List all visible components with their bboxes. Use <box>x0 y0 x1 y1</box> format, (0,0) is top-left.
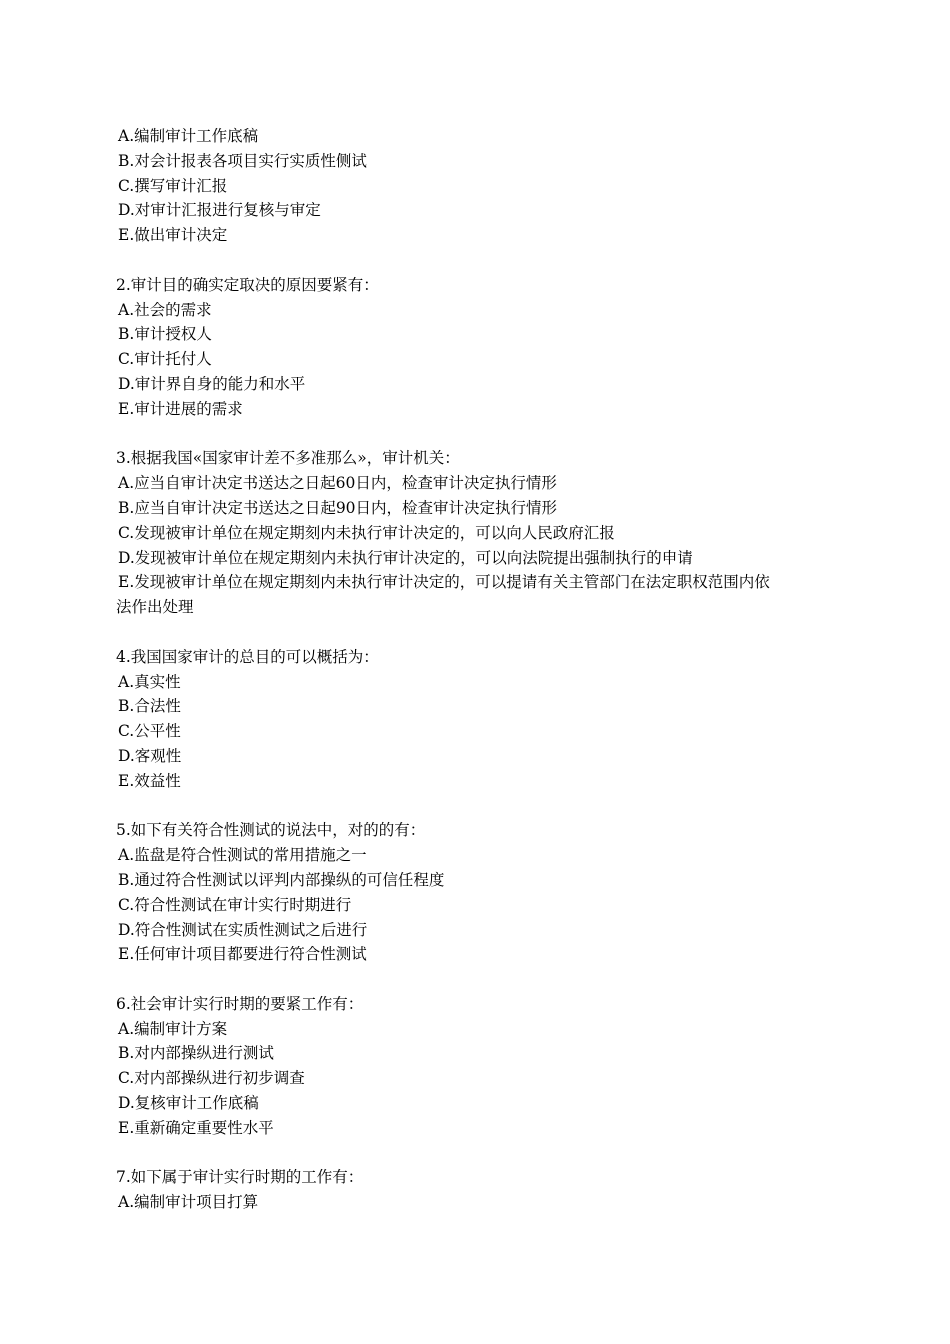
option-e: E.审计进展的需求 <box>118 399 243 418</box>
option-e: E.效益性 <box>118 771 181 790</box>
option-b: B.合法性 <box>118 697 181 716</box>
option-d: D.符合性测试在实质性测试之后进行 <box>118 920 368 939</box>
question-block-2 <box>116 273 836 422</box>
question-text: 2.审计目的确实定取决的原因要紧有： <box>116 275 379 294</box>
option-a: A.真实性 <box>118 672 181 691</box>
option-b: B.应当自审计决定书送达之日起90日内，检查审计决定执行情形 <box>118 498 558 517</box>
option-e: E.重新确定重要性水平 <box>118 1118 274 1137</box>
document-page <box>116 124 836 1240</box>
option-d: D.复核审计工作底稿 <box>118 1094 259 1113</box>
question-text: 4.我国国家审计的总目的可以概括为： <box>116 647 379 666</box>
option-d: D.对审计汇报进行复核与审定 <box>118 201 321 220</box>
option-a: A.应当自审计决定书送达之日起60日内，检查审计决定执行情形 <box>118 474 557 493</box>
option-c: C.对内部操纵进行初步调查 <box>118 1069 305 1088</box>
option-e: E.做出审计决定 <box>118 226 228 245</box>
option-c: C.符合性测试在审计实行时期进行 <box>118 895 352 914</box>
option-c: C.撰写审计汇报 <box>118 176 228 195</box>
option-b: B.通过符合性测试以评判内部操纵的可信任程度 <box>118 870 445 889</box>
question-text: 7.如下属于审计实行时期的工作有： <box>116 1168 364 1187</box>
question-text: 6.社会审计实行时期的要紧工作有： <box>116 994 364 1013</box>
question-text: 5.如下有关符合性测试的说法中，对的的有： <box>116 821 426 840</box>
question-text: 3.根据我国«国家审计差不多准那么»，审计机关： <box>116 449 460 468</box>
option-b: B.审计授权人 <box>118 325 212 344</box>
option-a: A.监盘是符合性测试的常用措施之一 <box>118 846 367 865</box>
option-e: E.发现被审计单位在规定期刻内未执行审计决定的，可以提请有关主管部门在法定职权范围内依 <box>118 573 770 592</box>
question-block-5 <box>116 818 836 967</box>
question-block-6 <box>116 992 836 1141</box>
option-e: E.任何审计项目都要进行符合性测试 <box>118 945 367 964</box>
option-e-continuation: 法作出处理 <box>116 598 194 617</box>
option-d: D.审计界自身的能力和水平 <box>118 374 306 393</box>
question-block-4 <box>116 645 836 794</box>
question-block-3 <box>116 446 836 620</box>
option-d: D.发现被审计单位在规定期刻内未执行审计决定的，可以向法院提出强制执行的申请 <box>118 548 693 567</box>
option-b: B.对会计报表各项目实行实质性侧试 <box>118 151 367 170</box>
option-a: A.编制审计工作底稿 <box>118 127 259 145</box>
option-d: D.客观性 <box>118 746 182 765</box>
option-a: A.社会的需求 <box>118 300 212 319</box>
option-a: A.编制审计方案 <box>118 1019 228 1038</box>
option-c: C.公平性 <box>118 722 181 741</box>
option-a: A.编制审计项目打算 <box>118 1193 259 1212</box>
option-c: C.审计托付人 <box>118 350 212 369</box>
option-b: B.对内部操纵进行测试 <box>118 1044 274 1063</box>
question-block-1-continued <box>116 124 836 248</box>
option-c: C.发现被审计单位在规定期刻内未执行审计决定的，可以向人民政府汇报 <box>118 523 615 542</box>
question-block-7 <box>116 1165 836 1215</box>
